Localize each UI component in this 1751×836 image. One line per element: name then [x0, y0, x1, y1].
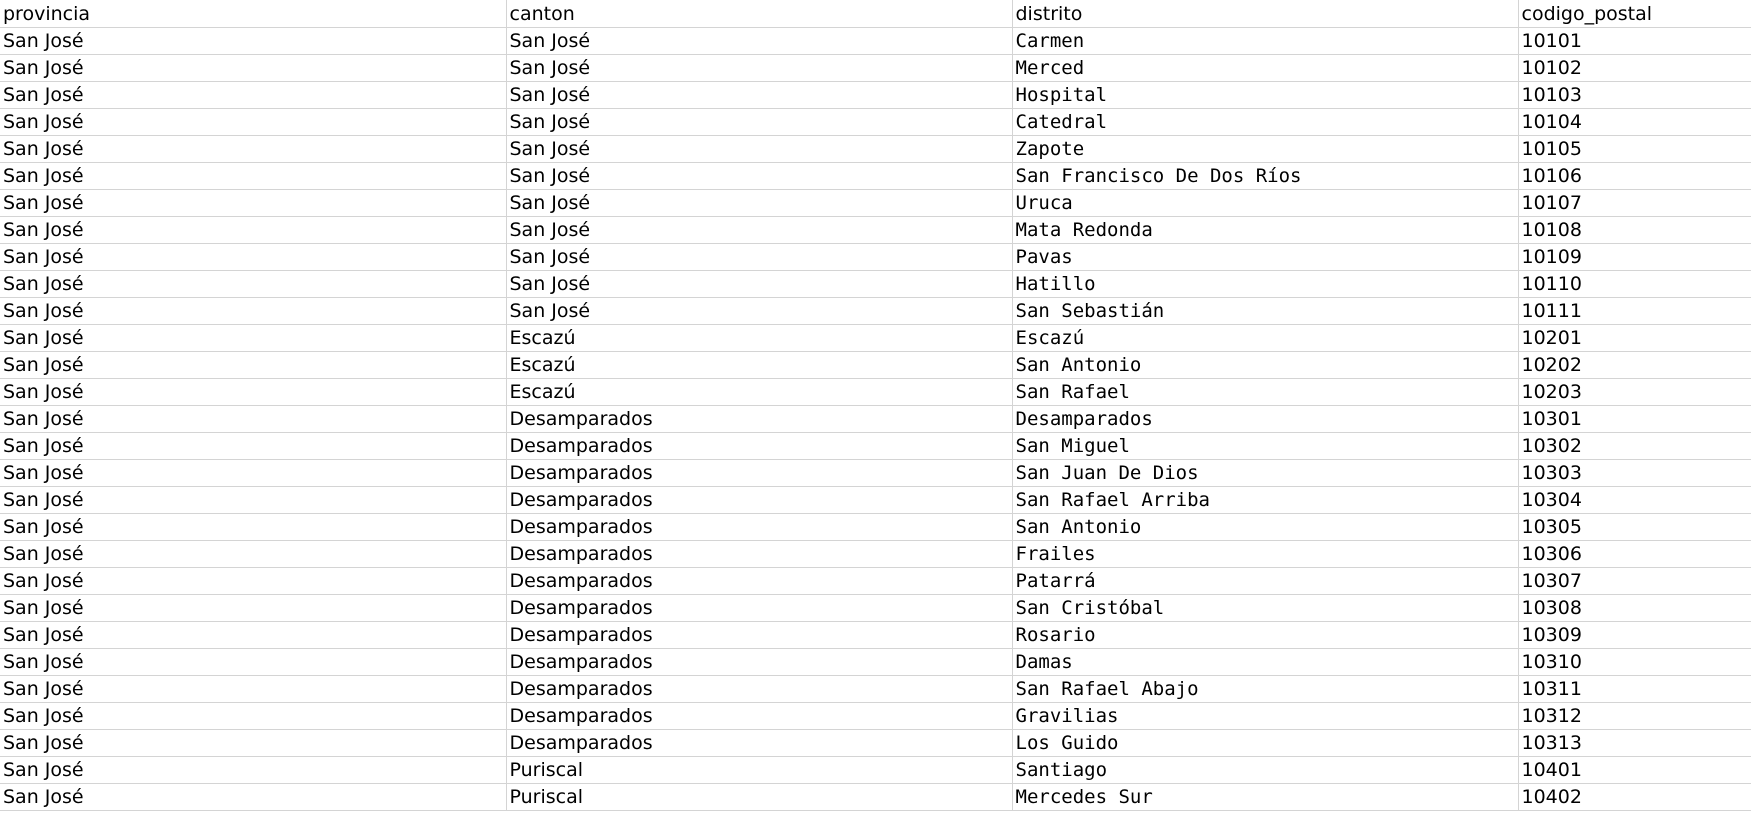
- cell-distrito[interactable]: Hospital: [1012, 81, 1518, 108]
- cell-codigo-postal[interactable]: 10105: [1518, 135, 1751, 162]
- cell-canton[interactable]: Escazú: [506, 378, 1012, 405]
- cell-distrito[interactable]: Mata Redonda: [1012, 216, 1518, 243]
- table-row: [0, 81, 1751, 108]
- table-row: [0, 540, 1751, 567]
- cell-provincia[interactable]: San José: [0, 486, 506, 513]
- cell-distrito[interactable]: Merced: [1012, 54, 1518, 81]
- table-row: [0, 567, 1751, 594]
- cell-codigo-postal[interactable]: 10104: [1518, 108, 1751, 135]
- cell-provincia[interactable]: San José: [0, 162, 506, 189]
- cell-canton[interactable]: Desamparados: [506, 594, 1012, 621]
- cell-codigo-postal[interactable]: 10301: [1518, 405, 1751, 432]
- cell-distrito[interactable]: Rosario: [1012, 621, 1518, 648]
- cell-canton[interactable]: Desamparados: [506, 675, 1012, 702]
- cell-provincia[interactable]: San José: [0, 27, 506, 54]
- cell-provincia[interactable]: San José: [0, 81, 506, 108]
- cell-canton[interactable]: San José: [506, 81, 1012, 108]
- table-row: [0, 648, 1751, 675]
- cell-canton[interactable]: Desamparados: [506, 405, 1012, 432]
- cell-codigo-postal[interactable]: 10107: [1518, 189, 1751, 216]
- cell-provincia[interactable]: San José: [0, 378, 506, 405]
- cell-codigo-postal[interactable]: 10311: [1518, 675, 1751, 702]
- cell-distrito[interactable]: San Rafael Abajo: [1012, 675, 1518, 702]
- cell-codigo-postal[interactable]: 10304: [1518, 486, 1751, 513]
- cell-codigo-postal[interactable]: 10201: [1518, 324, 1751, 351]
- cell-provincia[interactable]: San José: [0, 108, 506, 135]
- cell-provincia[interactable]: San José: [0, 756, 506, 783]
- column-header-distrito[interactable]: distrito: [1012, 0, 1518, 27]
- table-row: [0, 513, 1751, 540]
- cell-provincia[interactable]: San José: [0, 783, 506, 810]
- cell-provincia[interactable]: San José: [0, 594, 506, 621]
- cell-provincia[interactable]: San José: [0, 432, 506, 459]
- table-body: [0, 27, 1751, 810]
- cell-canton[interactable]: Desamparados: [506, 459, 1012, 486]
- cell-distrito[interactable]: Los Guido: [1012, 729, 1518, 756]
- cell-provincia[interactable]: San José: [0, 513, 506, 540]
- cell-provincia[interactable]: San José: [0, 459, 506, 486]
- cell-distrito[interactable]: San Rafael: [1012, 378, 1518, 405]
- cell-canton[interactable]: San José: [506, 27, 1012, 54]
- cell-distrito[interactable]: Escazú: [1012, 324, 1518, 351]
- cell-codigo-postal[interactable]: 10106: [1518, 162, 1751, 189]
- cell-distrito[interactable]: San Sebastián: [1012, 297, 1518, 324]
- cell-provincia[interactable]: San José: [0, 729, 506, 756]
- cell-distrito[interactable]: San Antonio: [1012, 513, 1518, 540]
- cell-canton[interactable]: Desamparados: [506, 567, 1012, 594]
- cell-codigo-postal[interactable]: 10312: [1518, 702, 1751, 729]
- table-row: [0, 756, 1751, 783]
- cell-distrito[interactable]: Catedral: [1012, 108, 1518, 135]
- column-header-codigo-postal[interactable]: codigo_postal: [1518, 0, 1751, 27]
- cell-provincia[interactable]: San José: [0, 216, 506, 243]
- cell-canton[interactable]: Desamparados: [506, 540, 1012, 567]
- cell-provincia[interactable]: San José: [0, 270, 506, 297]
- cell-distrito[interactable]: San Juan De Dios: [1012, 459, 1518, 486]
- cell-provincia[interactable]: San José: [0, 324, 506, 351]
- cell-distrito[interactable]: Gravilias: [1012, 702, 1518, 729]
- cell-canton[interactable]: San José: [506, 216, 1012, 243]
- cell-provincia[interactable]: San José: [0, 297, 506, 324]
- cell-codigo-postal[interactable]: 10309: [1518, 621, 1751, 648]
- cell-provincia[interactable]: San José: [0, 54, 506, 81]
- cell-codigo-postal[interactable]: 10109: [1518, 243, 1751, 270]
- cell-codigo-postal[interactable]: 10110: [1518, 270, 1751, 297]
- cell-codigo-postal[interactable]: 10108: [1518, 216, 1751, 243]
- cell-codigo-postal[interactable]: 10305: [1518, 513, 1751, 540]
- header-row: [0, 0, 1751, 27]
- cell-provincia[interactable]: San José: [0, 189, 506, 216]
- cell-distrito[interactable]: Zapote: [1012, 135, 1518, 162]
- table-row: [0, 351, 1751, 378]
- cell-codigo-postal[interactable]: 10313: [1518, 729, 1751, 756]
- cell-codigo-postal[interactable]: 10302: [1518, 432, 1751, 459]
- cell-canton[interactable]: San José: [506, 135, 1012, 162]
- cell-distrito[interactable]: Patarrá: [1012, 567, 1518, 594]
- cell-distrito[interactable]: San Cristóbal: [1012, 594, 1518, 621]
- cell-provincia[interactable]: San José: [0, 621, 506, 648]
- cell-canton[interactable]: San José: [506, 189, 1012, 216]
- table-row: [0, 621, 1751, 648]
- table-row: [0, 459, 1751, 486]
- table-row: [0, 135, 1751, 162]
- cell-codigo-postal[interactable]: 10307: [1518, 567, 1751, 594]
- table-row: [0, 27, 1751, 54]
- table-row: [0, 297, 1751, 324]
- cell-provincia[interactable]: San José: [0, 405, 506, 432]
- cell-codigo-postal[interactable]: 10402: [1518, 783, 1751, 810]
- table-row: [0, 189, 1751, 216]
- cell-canton[interactable]: San José: [506, 270, 1012, 297]
- cell-codigo-postal[interactable]: 10310: [1518, 648, 1751, 675]
- cell-provincia[interactable]: San José: [0, 243, 506, 270]
- cell-distrito[interactable]: Pavas: [1012, 243, 1518, 270]
- cell-canton[interactable]: San José: [506, 243, 1012, 270]
- cell-canton[interactable]: Desamparados: [506, 729, 1012, 756]
- cell-provincia[interactable]: San José: [0, 135, 506, 162]
- cell-distrito[interactable]: Frailes: [1012, 540, 1518, 567]
- table-row: [0, 594, 1751, 621]
- table-row: [0, 243, 1751, 270]
- cell-canton[interactable]: San José: [506, 297, 1012, 324]
- cell-canton[interactable]: Desamparados: [506, 432, 1012, 459]
- cell-distrito[interactable]: Damas: [1012, 648, 1518, 675]
- column-header-provincia[interactable]: provincia: [0, 0, 506, 27]
- table-row: [0, 54, 1751, 81]
- cell-canton[interactable]: Escazú: [506, 324, 1012, 351]
- cell-distrito[interactable]: Desamparados: [1012, 405, 1518, 432]
- cell-codigo-postal[interactable]: 10101: [1518, 27, 1751, 54]
- cell-provincia[interactable]: San José: [0, 648, 506, 675]
- cell-canton[interactable]: Desamparados: [506, 486, 1012, 513]
- cell-canton[interactable]: Puriscal: [506, 756, 1012, 783]
- cell-provincia[interactable]: San José: [0, 567, 506, 594]
- table-row: [0, 729, 1751, 756]
- cell-codigo-postal[interactable]: 10306: [1518, 540, 1751, 567]
- cell-distrito[interactable]: Mercedes Sur: [1012, 783, 1518, 810]
- table-row: [0, 324, 1751, 351]
- cell-provincia[interactable]: San José: [0, 351, 506, 378]
- cell-codigo-postal[interactable]: 10102: [1518, 54, 1751, 81]
- cell-codigo-postal[interactable]: 10111: [1518, 297, 1751, 324]
- cell-distrito[interactable]: Santiago: [1012, 756, 1518, 783]
- cell-distrito[interactable]: San Francisco De Dos Ríos: [1012, 162, 1518, 189]
- table-row: [0, 216, 1751, 243]
- cell-codigo-postal[interactable]: 10103: [1518, 81, 1751, 108]
- table-row: [0, 432, 1751, 459]
- table-row: [0, 702, 1751, 729]
- cell-canton[interactable]: Desamparados: [506, 513, 1012, 540]
- cell-provincia[interactable]: San José: [0, 702, 506, 729]
- cell-distrito[interactable]: San Rafael Arriba: [1012, 486, 1518, 513]
- cell-canton[interactable]: Desamparados: [506, 648, 1012, 675]
- table-row: [0, 405, 1751, 432]
- table-row: [0, 378, 1751, 405]
- cell-codigo-postal[interactable]: 10303: [1518, 459, 1751, 486]
- column-header-canton[interactable]: canton: [506, 0, 1012, 27]
- cell-canton[interactable]: San José: [506, 54, 1012, 81]
- table-row: [0, 162, 1751, 189]
- cell-canton[interactable]: San José: [506, 162, 1012, 189]
- table-row: [0, 675, 1751, 702]
- cell-canton[interactable]: Desamparados: [506, 621, 1012, 648]
- cell-codigo-postal[interactable]: 10401: [1518, 756, 1751, 783]
- table-row: [0, 108, 1751, 135]
- table-row: [0, 783, 1751, 810]
- cell-provincia[interactable]: San José: [0, 675, 506, 702]
- cell-canton[interactable]: Escazú: [506, 351, 1012, 378]
- cell-codigo-postal[interactable]: 10203: [1518, 378, 1751, 405]
- cell-canton[interactable]: San José: [506, 108, 1012, 135]
- cell-canton[interactable]: Puriscal: [506, 783, 1012, 810]
- cell-canton[interactable]: Desamparados: [506, 702, 1012, 729]
- cell-distrito[interactable]: Carmen: [1012, 27, 1518, 54]
- cell-distrito[interactable]: Hatillo: [1012, 270, 1518, 297]
- cell-distrito[interactable]: Uruca: [1012, 189, 1518, 216]
- cell-provincia[interactable]: San José: [0, 540, 506, 567]
- table-row: [0, 486, 1751, 513]
- cell-distrito[interactable]: San Antonio: [1012, 351, 1518, 378]
- cell-distrito[interactable]: San Miguel: [1012, 432, 1518, 459]
- cell-codigo-postal[interactable]: 10202: [1518, 351, 1751, 378]
- cell-codigo-postal[interactable]: 10308: [1518, 594, 1751, 621]
- table-row: [0, 270, 1751, 297]
